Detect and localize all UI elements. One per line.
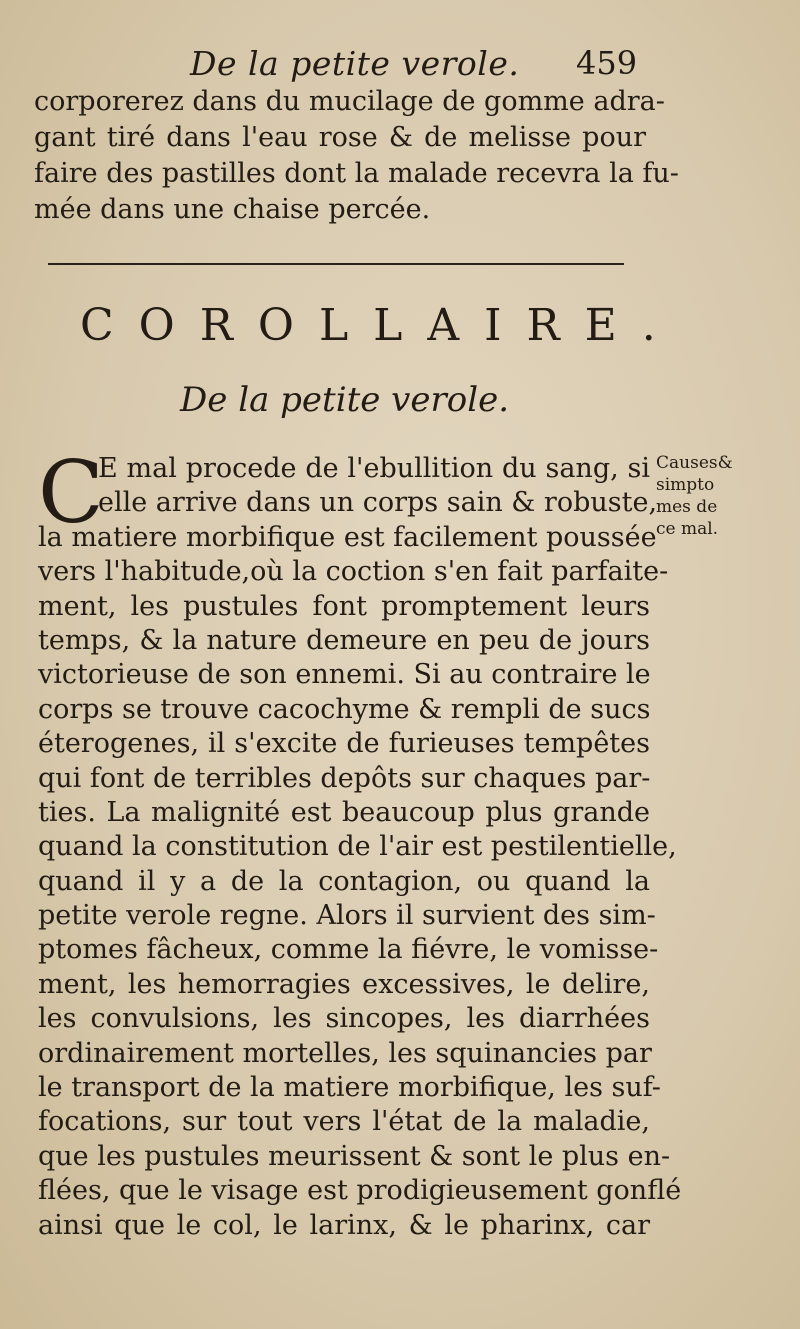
text-line: quand il y a de la contagion, ou quand la: [38, 865, 650, 897]
text-line: ties. La malignité est beaucoup plus grande: [38, 796, 650, 828]
body-paragraph: [38, 443, 682, 1243]
text-line: gant tiré dans l'eau rose & de melisse pour: [34, 122, 646, 153]
section-subheading: De la petite verole.: [180, 380, 510, 420]
section-heading: COROLLAIRE.: [80, 300, 681, 351]
text-line: E mal procede de l'ebullition du sang, si: [98, 453, 650, 484]
text-line: focations, sur tout vers l'état de la maladie,: [38, 1106, 650, 1138]
text-line: corps se trouve cacochyme & rempli de sucs: [38, 693, 651, 725]
intro-paragraph: [34, 84, 679, 228]
section-divider: [48, 263, 624, 265]
text-line: éterogenes, il s'excite de furieuses tempêtes: [38, 728, 650, 760]
text-line: victorieuse de son ennemi. Si au contraire le: [38, 659, 651, 691]
text-line: la matiere morbifique est facilement poussée: [38, 521, 657, 553]
marginal-note-line: Causes&: [656, 453, 733, 473]
text-line: quand la constitution de l'air est pestilentielle,: [38, 831, 677, 863]
text-line: corporerez dans du mucilage de gomme adra-: [34, 86, 665, 117]
text-line: vers l'habitude,où la coction s'en fait parfaite-: [38, 556, 669, 588]
running-head: [0, 40, 800, 86]
marginal-note-line: simpto: [656, 475, 715, 495]
page-number: 459: [576, 44, 638, 82]
running-title: De la petite verole.: [190, 44, 520, 83]
text-line: elle arrive dans un corps sain & robuste,: [98, 487, 658, 519]
text-line: le transport de la matiere morbifique, les suf-: [38, 1072, 661, 1104]
marginal-note-line: ce mal.: [656, 519, 719, 539]
text-line: ment, les pustules font promptement leurs: [38, 590, 650, 622]
text-line: temps, & la nature demeure en peu de jours: [38, 624, 650, 656]
text-line: ptomes fâcheux, comme la fiévre, le vomisse-: [38, 934, 659, 966]
text-line: qui font de terribles depôts sur chaques par-: [38, 762, 651, 794]
text-line: petite verole regne. Alors il survient des sim-: [38, 900, 656, 932]
text-line: mée dans une chaise percée.: [34, 194, 431, 225]
text-line: ainsi que le col, le larinx, & le pharinx, car: [38, 1209, 650, 1241]
text-line: ment, les hemorragies excessives, le delire,: [38, 968, 650, 1000]
marginal-note: [656, 452, 766, 540]
text-line: les convulsions, les sincopes, les diarrhées: [38, 1003, 650, 1035]
text-line: faire des pastilles dont la malade recevra la fu-: [34, 158, 679, 189]
drop-cap: C: [38, 443, 104, 543]
text-line: que les pustules meurissent & sont le plus en-: [38, 1140, 671, 1172]
text-line: ordinairement mortelles, les squinancies par: [38, 1037, 652, 1069]
marginal-note-line: mes de: [656, 497, 718, 517]
text-line: flées, que le visage est prodigieusement gonflé: [38, 1175, 682, 1207]
